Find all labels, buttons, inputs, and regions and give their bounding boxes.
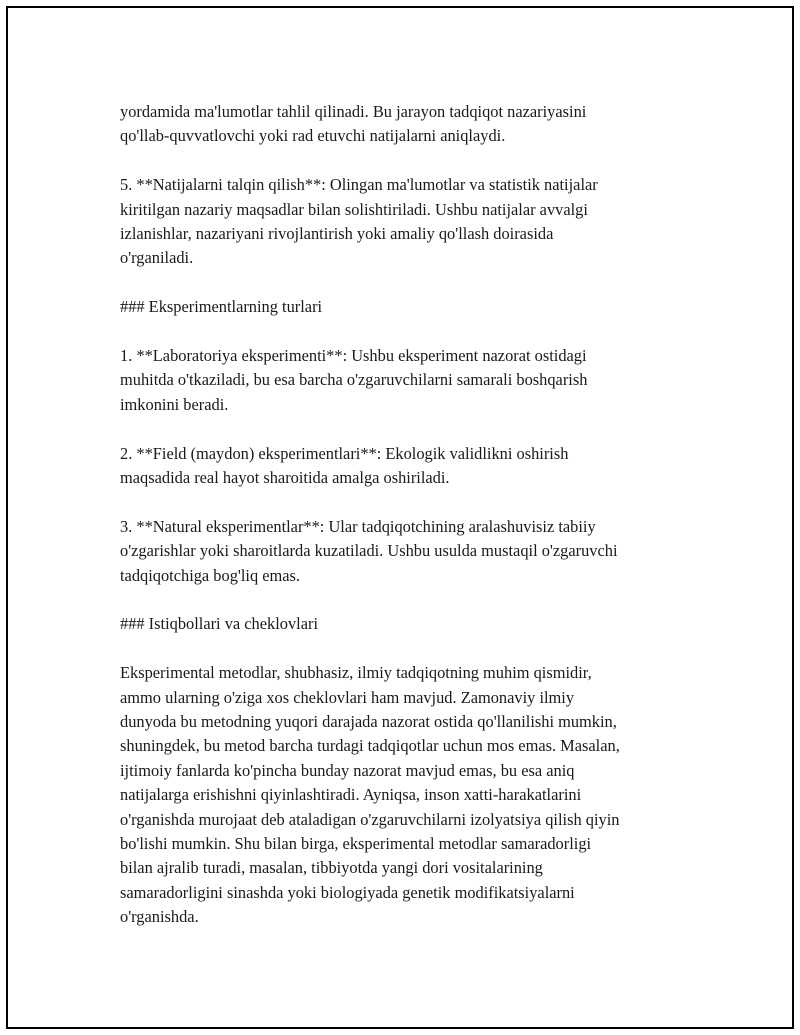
paragraph-spacer	[120, 588, 700, 612]
paragraph-spacer	[120, 490, 700, 514]
paragraph-spacer	[120, 149, 700, 173]
text-line: bo'lishi mumkin. Shu bilan birga, eksperimental metodlar samaradorligi	[120, 834, 592, 854]
conclusion-paragraph	[120, 661, 700, 929]
text-line: dunyoda bu metodning yuqori darajada nazorat ostida qo'llanilishi mumkin,	[120, 712, 617, 732]
text-line: kiritilgan nazariy maqsadlar bilan solishtiriladi. Ushbu natijalar avvalgi	[120, 199, 588, 219]
document-page	[6, 6, 794, 1029]
text-line: o'zgarishlar yoki sharoitlarda kuzatiladi. Ushbu usulda mustaqil o'zgaruvchi	[120, 541, 618, 561]
step-5-paragraph	[120, 173, 700, 271]
text-line: samaradorligini sinashda yoki biologiyada genetik modifikatsiyalarni	[120, 882, 575, 902]
text-line: maqsadida real hayot sharoitida amalga oshiriladi.	[120, 468, 450, 488]
text-line: 5. **Natijalarni talqin qilish**: Olingan ma'lumotlar va statistik natijalar	[120, 175, 598, 195]
text-line: Eksperimental metodlar, shubhasiz, ilmiy tadqiqotning muhim qismidir,	[120, 663, 592, 683]
paragraph-spacer	[120, 271, 700, 295]
type-2-paragraph	[120, 442, 700, 491]
text-line: natijalarga erishishni qiyinlashtiradi. Ayniqsa, inson xatti-harakatlarini	[120, 785, 582, 805]
intro-paragraph	[120, 100, 700, 149]
text-line: qo'llab-quvvatlovchi yoki rad etuvchi natijalarni aniqlaydi.	[120, 126, 506, 146]
text-line: muhitda o'tkaziladi, bu esa barcha o'zgaruvchilarni samarali boshqarish	[120, 370, 588, 390]
paragraph-spacer	[120, 417, 700, 441]
text-line: o'rganiladi.	[120, 248, 194, 268]
text-line: o'rganishda murojaat deb ataladigan o'zgaruvchilarni izolyatsiya qilish qiyin	[120, 809, 620, 829]
type-1-paragraph	[120, 344, 700, 417]
text-line: tadqiqotchiga bog'liq emas.	[120, 565, 301, 585]
text-line: yordamida ma'lumotlar tahlil qilinadi. Bu jarayon tadqiqot nazariyasini	[120, 102, 587, 121]
document-body	[120, 100, 700, 930]
text-line: 2. **Field (maydon) eksperimentlari**: Ekologik validlikni oshirish	[120, 443, 569, 463]
type-3-paragraph	[120, 515, 700, 588]
text-line: 3. **Natural eksperimentlar**: Ular tadqiqotchining aralashuvisiz tabiiy	[120, 516, 596, 536]
heading-text: ### Istiqbollari va cheklovlari	[120, 614, 319, 634]
text-line: ammo ularning o'ziga xos cheklovlari ham mavjud. Zamonaviy ilmiy	[120, 687, 575, 707]
text-line: ijtimoiy fanlarda ko'pincha bunday nazorat mavjud emas, bu esa aniq	[120, 760, 575, 780]
text-line: bilan ajralib turadi, masalan, tibbiyotda yangi dori vositalarining	[120, 858, 543, 878]
text-line: o'rganishda.	[120, 907, 199, 927]
section-heading-prospects	[120, 612, 700, 636]
text-line: 1. **Laboratoriya eksperimenti**: Ushbu eksperiment nazorat ostidagi	[120, 346, 587, 366]
paragraph-spacer	[120, 320, 700, 344]
text-line: izlanishlar, nazariyani rivojlantirish yoki amaliy qo'llash doirasida	[120, 224, 554, 244]
text-line: shuningdek, bu metod barcha turdagi tadqiqotlar uchun mos emas. Masalan,	[120, 736, 620, 756]
heading-text: ### Eksperimentlarning turlari	[120, 297, 323, 317]
section-heading-types	[120, 295, 700, 319]
paragraph-spacer	[120, 637, 700, 661]
text-line: imkonini beradi.	[120, 394, 229, 414]
